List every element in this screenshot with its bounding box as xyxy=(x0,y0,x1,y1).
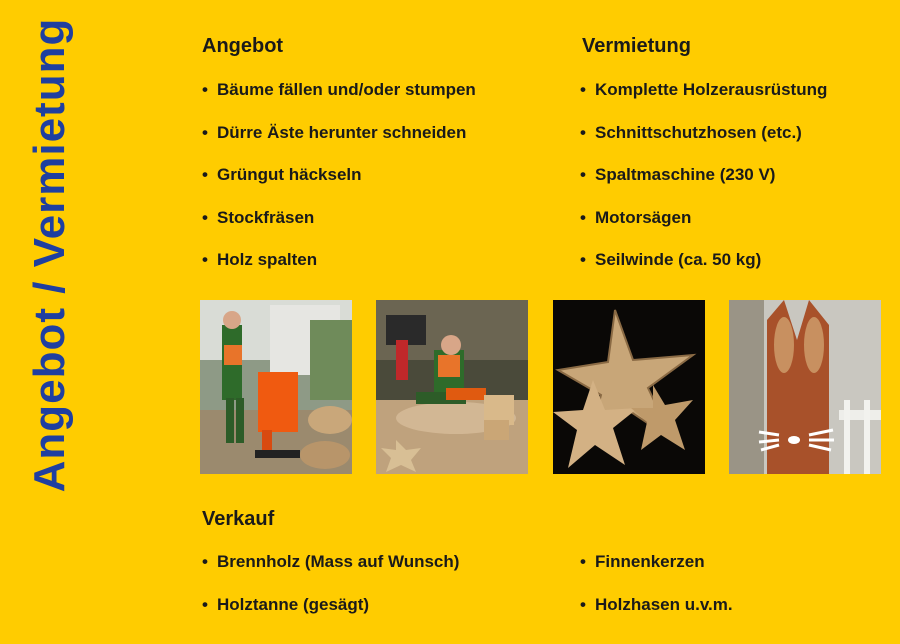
verkauf-list-left xyxy=(202,551,562,636)
list-item: • Holztanne (gesägt) xyxy=(202,594,562,637)
photo-wooden-rabbit xyxy=(729,300,881,474)
list-item: • Dürre Äste herunter schneiden xyxy=(202,122,562,165)
list-item: • Bäume fällen und/oder stumpen xyxy=(202,79,562,122)
vermietung-heading: Vermietung xyxy=(582,35,691,57)
list-item: • Grüngut häckseln xyxy=(202,164,562,207)
angebot-list xyxy=(202,79,562,292)
side-title xyxy=(20,17,80,493)
list-item: • Finnenkerzen xyxy=(580,551,890,594)
side-title-text: Angebot / Vermietung xyxy=(25,17,74,493)
photo-wooden-stars xyxy=(553,300,705,474)
list-item: • Motorsägen xyxy=(580,207,890,250)
angebot-heading: Angebot xyxy=(202,35,284,57)
photo-log-splitter xyxy=(200,300,352,474)
photo-chainsaw-carving xyxy=(376,300,528,474)
list-item: • Seilwinde (ca. 50 kg) xyxy=(580,249,890,292)
list-item: • Spaltmaschine (230 V) xyxy=(580,164,890,207)
list-item: • Schnittschutzhosen (etc.) xyxy=(580,122,890,165)
verkauf-heading: Verkauf xyxy=(202,508,275,530)
list-item: • Komplette Holzerausrüstung xyxy=(580,79,890,122)
verkauf-list-right xyxy=(580,551,890,636)
vermietung-list xyxy=(580,79,890,292)
list-item: • Holzhasen u.v.m. xyxy=(580,594,890,637)
list-item: • Holz spalten xyxy=(202,249,562,292)
list-item: • Stockfräsen xyxy=(202,207,562,250)
list-item: • Brennholz (Mass auf Wunsch) xyxy=(202,551,562,594)
